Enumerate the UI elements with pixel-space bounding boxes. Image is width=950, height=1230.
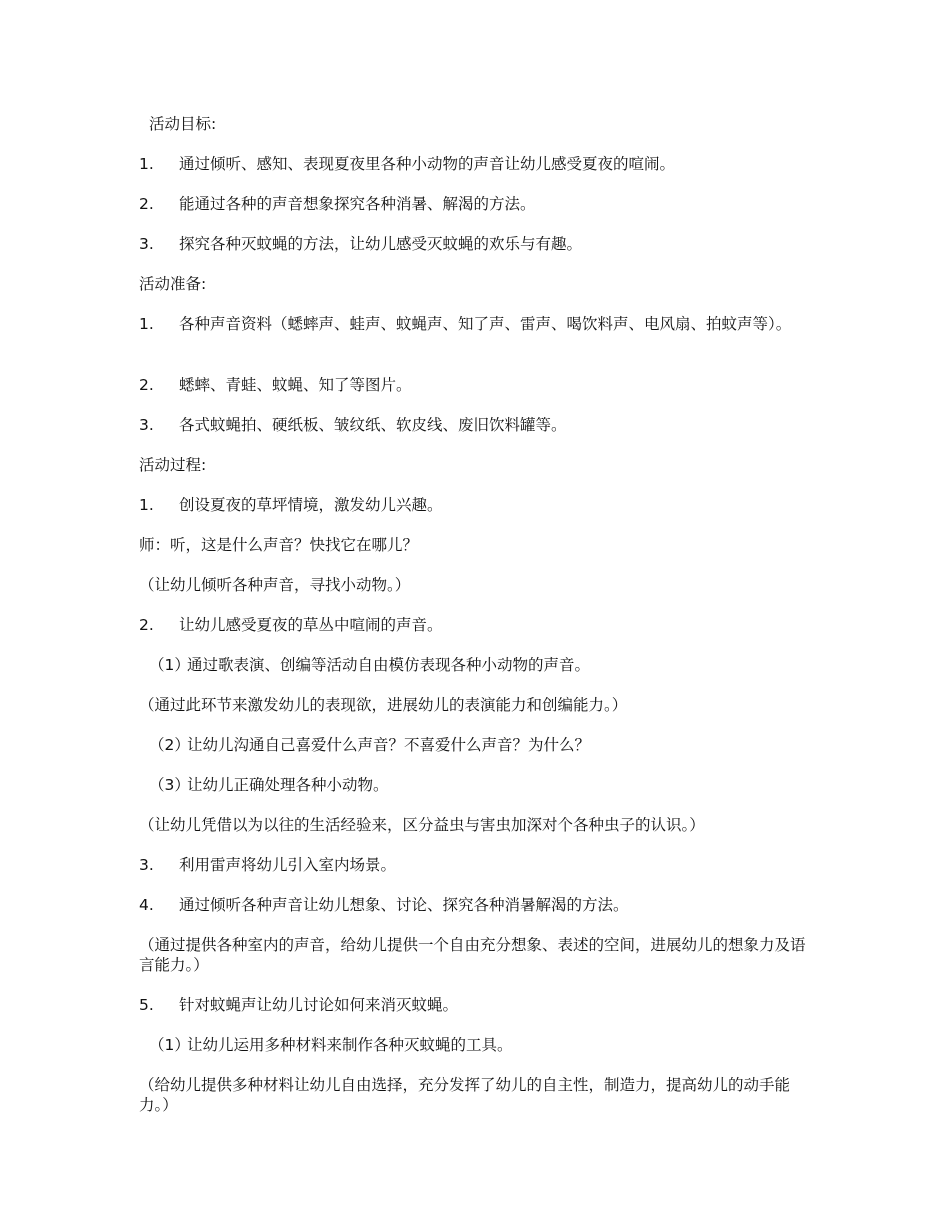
list-number: 3. xyxy=(139,416,154,434)
sub-text: 让幼儿运用多种材料来制作各种灭蚊蝇的工具。 xyxy=(187,1036,513,1054)
note-3: （让幼儿凭借以为以往的生活经验来，区分益虫与害虫加深对个各种虫子的认识。） xyxy=(139,816,705,834)
note-2: （通过此环节来激发幼儿的表现欲，进展幼儿的表演能力和创编能力。） xyxy=(139,696,628,714)
sub-text: 让幼儿正确处理各种小动物。 xyxy=(187,776,389,794)
process-heading: 活动过程: xyxy=(139,456,207,474)
list-text: 通过倾听各种声音让幼儿想象、讨论、探究各种消暑解渴的方法。 xyxy=(179,896,629,914)
goals-heading: 活动目标: xyxy=(149,115,217,133)
list-number: 3. xyxy=(139,235,154,253)
list-number: 2. xyxy=(139,616,154,634)
list-number: 1. xyxy=(139,155,154,173)
sub-text: 让幼儿沟通自己喜爱什么声音？不喜爱什么声音？为什么？ xyxy=(187,736,591,754)
list-text: 利用雷声将幼儿引入室内场景。 xyxy=(179,856,397,874)
list-number: 5. xyxy=(139,996,154,1014)
sub-number: （2） xyxy=(149,736,190,754)
note-1: （让幼儿倾听各种声音，寻找小动物。） xyxy=(139,576,411,594)
prep-heading: 活动准备: xyxy=(139,275,207,293)
sub-number: （1） xyxy=(149,656,190,674)
list-text: 各种声音资料（蟋蟀声、蛙声、蚊蝇声、知了声、雷声、喝饮料声、电风扇、拍蚊声等）。 xyxy=(179,315,792,333)
list-number: 1. xyxy=(139,315,154,333)
list-number: 2. xyxy=(139,376,154,394)
list-text: 探究各种灭蚊蝇的方法，让幼儿感受灭蚊蝇的欢乐与有趣。 xyxy=(179,235,583,253)
sub-text: 通过歌表演、创编等活动自由模仿表现各种小动物的声音。 xyxy=(187,656,591,674)
list-text: 通过倾听、感知、表现夏夜里各种小动物的声音让幼儿感受夏夜的喧闹。 xyxy=(179,155,676,173)
list-text: 创设夏夜的草坪情境，激发幼儿兴趣。 xyxy=(179,496,443,514)
list-number: 3. xyxy=(139,856,154,874)
teacher-line: 师：听，这是什么声音？快找它在哪儿？ xyxy=(139,536,419,554)
prep-item-1 xyxy=(139,314,819,358)
list-text: 能通过各种的声音想象探究各种消暑、解渴的方法。 xyxy=(179,195,536,213)
list-number: 1. xyxy=(139,496,154,514)
list-number: 4. xyxy=(139,896,154,914)
sub-number: （3） xyxy=(149,776,190,794)
list-number: 2. xyxy=(139,195,154,213)
note-5: （给幼儿提供多种材料让幼儿自由选择，充分发挥了幼儿的自主性，制造力，提高幼儿的动手能力。） xyxy=(139,1076,791,1114)
list-text: 让幼儿感受夏夜的草丛中喧闹的声音。 xyxy=(179,616,443,634)
note-4: （通过提供各种室内的声音，给幼儿提供一个自由充分想象、表述的空间，进展幼儿的想象力及语言能力。） xyxy=(139,936,806,974)
list-text: 针对蚊蝇声让幼儿讨论如何来消灭蚊蝇。 xyxy=(179,996,459,1014)
list-text: 蟋蟀、青蛙、蚊蝇、知了等图片。 xyxy=(179,376,412,394)
list-text: 各式蚊蝇拍、硬纸板、皱纹纸、软皮线、废旧饮料罐等。 xyxy=(179,416,567,434)
sub-number: （1） xyxy=(149,1036,190,1054)
